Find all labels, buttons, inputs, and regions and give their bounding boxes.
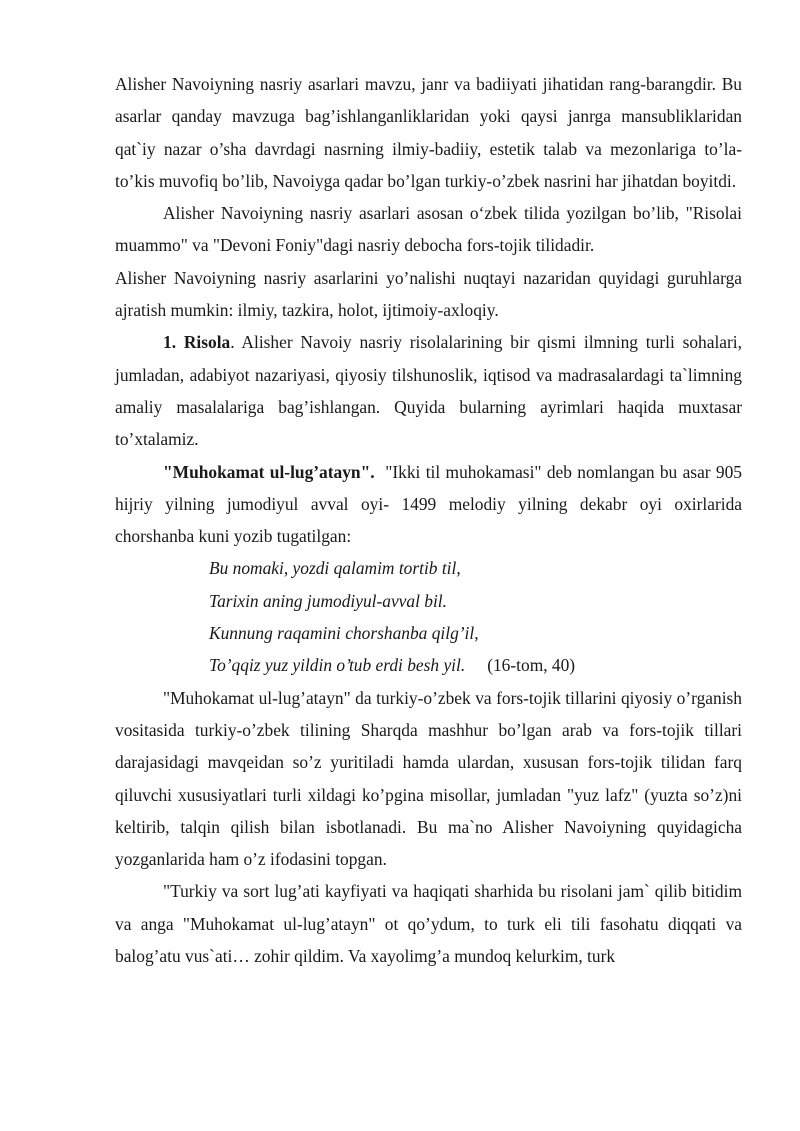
paragraph-groups: Alisher Navoiyning nasriy asarlarini yo’nalishi nuqtayi nazaridan quyidagi guruhlarga ajratish mumkin: ilmiy, tazkira, holot, ijtimoiy-axloqiy. (115, 267, 742, 321)
paragraph-language: Alisher Navoiyning nasriy asarlari asosan o‘zbek tilida yozilgan bo’lib, "Risolai muammo" va "Devoni Foniy"dagi nasriy debocha fors-tojik tilidadir. (115, 203, 742, 256)
paragraph-muhokamat (115, 456, 747, 553)
risola-text: . Alisher Navoiy nasriy risolalarining bir qismi ilmning turli sohalari, jumladan, adabiyot nazariyasi, qiyosiy tilshunoslik, iqtisod va madrasalardagi ta`limning amaliy masalalariga bag’ishlangan. Quyida bularning ayrimlari haqida muxtasar to’xtalamiz. (115, 332, 742, 450)
poem-citation: (16-tom, 40) (487, 655, 576, 676)
paragraph-quote: "Turkiy va sort lug’ati kayfiyati va haqiqati sharhida bu risolani jam` qilib bitidim va anga "Muhokamat ul-lug’atayn" ot qo’ydum, to turk eli tili fasohatu diqqati va balog’atu vus`ati… zohir qildim. Va xayolimg’a mundoq kelurkim, turk (115, 881, 742, 967)
poem-line: Kunnung raqamini chorshanba qilg’il, (209, 623, 479, 644)
poem-line-text: To’qqiz yuz yildin o’tub erdi besh yil. (209, 655, 466, 676)
poem-line: Tarixin aning jumodiyul-avval bil. (209, 590, 447, 611)
poem-quote (115, 552, 742, 681)
section-heading-muhokamat: "Muhokamat ul-lug’atayn". (163, 461, 375, 482)
document-page (115, 68, 747, 972)
paragraph-intro: Alisher Navoiyning nasriy asarlari mavzu, janr va badiiyati jihatidan rang-barangdir. Bu asarlar qanday mavzuga bag’ishlanganliklaridan yoki qaysi janrga mansubliklaridan qat`iy nazar o’sha davrdagi nasrning ilmiy-badiiy, estetik talab va mezonlariga to’la-to’kis muvofiq bo’lib, Navoiyga qadar bo’lgan turkiy-o’zbek nasrini har jihatdan boyitdi. (115, 74, 742, 191)
section-heading-risola: 1. Risola (163, 332, 231, 353)
poem-line: Bu nomaki, yozdi qalamim tortib til, (209, 558, 461, 579)
poem-line (209, 649, 742, 681)
paragraph-risola (115, 326, 742, 455)
paragraph-comparison: "Muhokamat ul-lug’atayn" da turkiy-o’zbek va fors-tojik tillarini qiyosiy o’rganish vositasida turkiy-o’zbek tilining Sharqda mashhur bo’lgan arab va fors-tojik tillari darajasidagi mavqeidan so’z yuritiladi hamda ulardan, xususan fors-tojik tilidan farq qiluvchi xususiyatlari turli xildagi ko’pgina misollar, jumladan "yuz lafz" (yuzta so’z)ni keltirib, talqin qilish bilan isbotlanadi. Bu ma`no Alisher Navoiyning quyidagicha yozganlarida ham o’z ifodasini topgan. (115, 687, 742, 870)
muhokamat-text: "Ikki til muhokamasi" deb nomlangan bu asar 905 hijriy yilning jumodiyul avval oyi- 1499 melodiy yilning dekabr oyi oxirlarida chorshanba kuni yozib tugatilgan: (115, 461, 747, 547)
